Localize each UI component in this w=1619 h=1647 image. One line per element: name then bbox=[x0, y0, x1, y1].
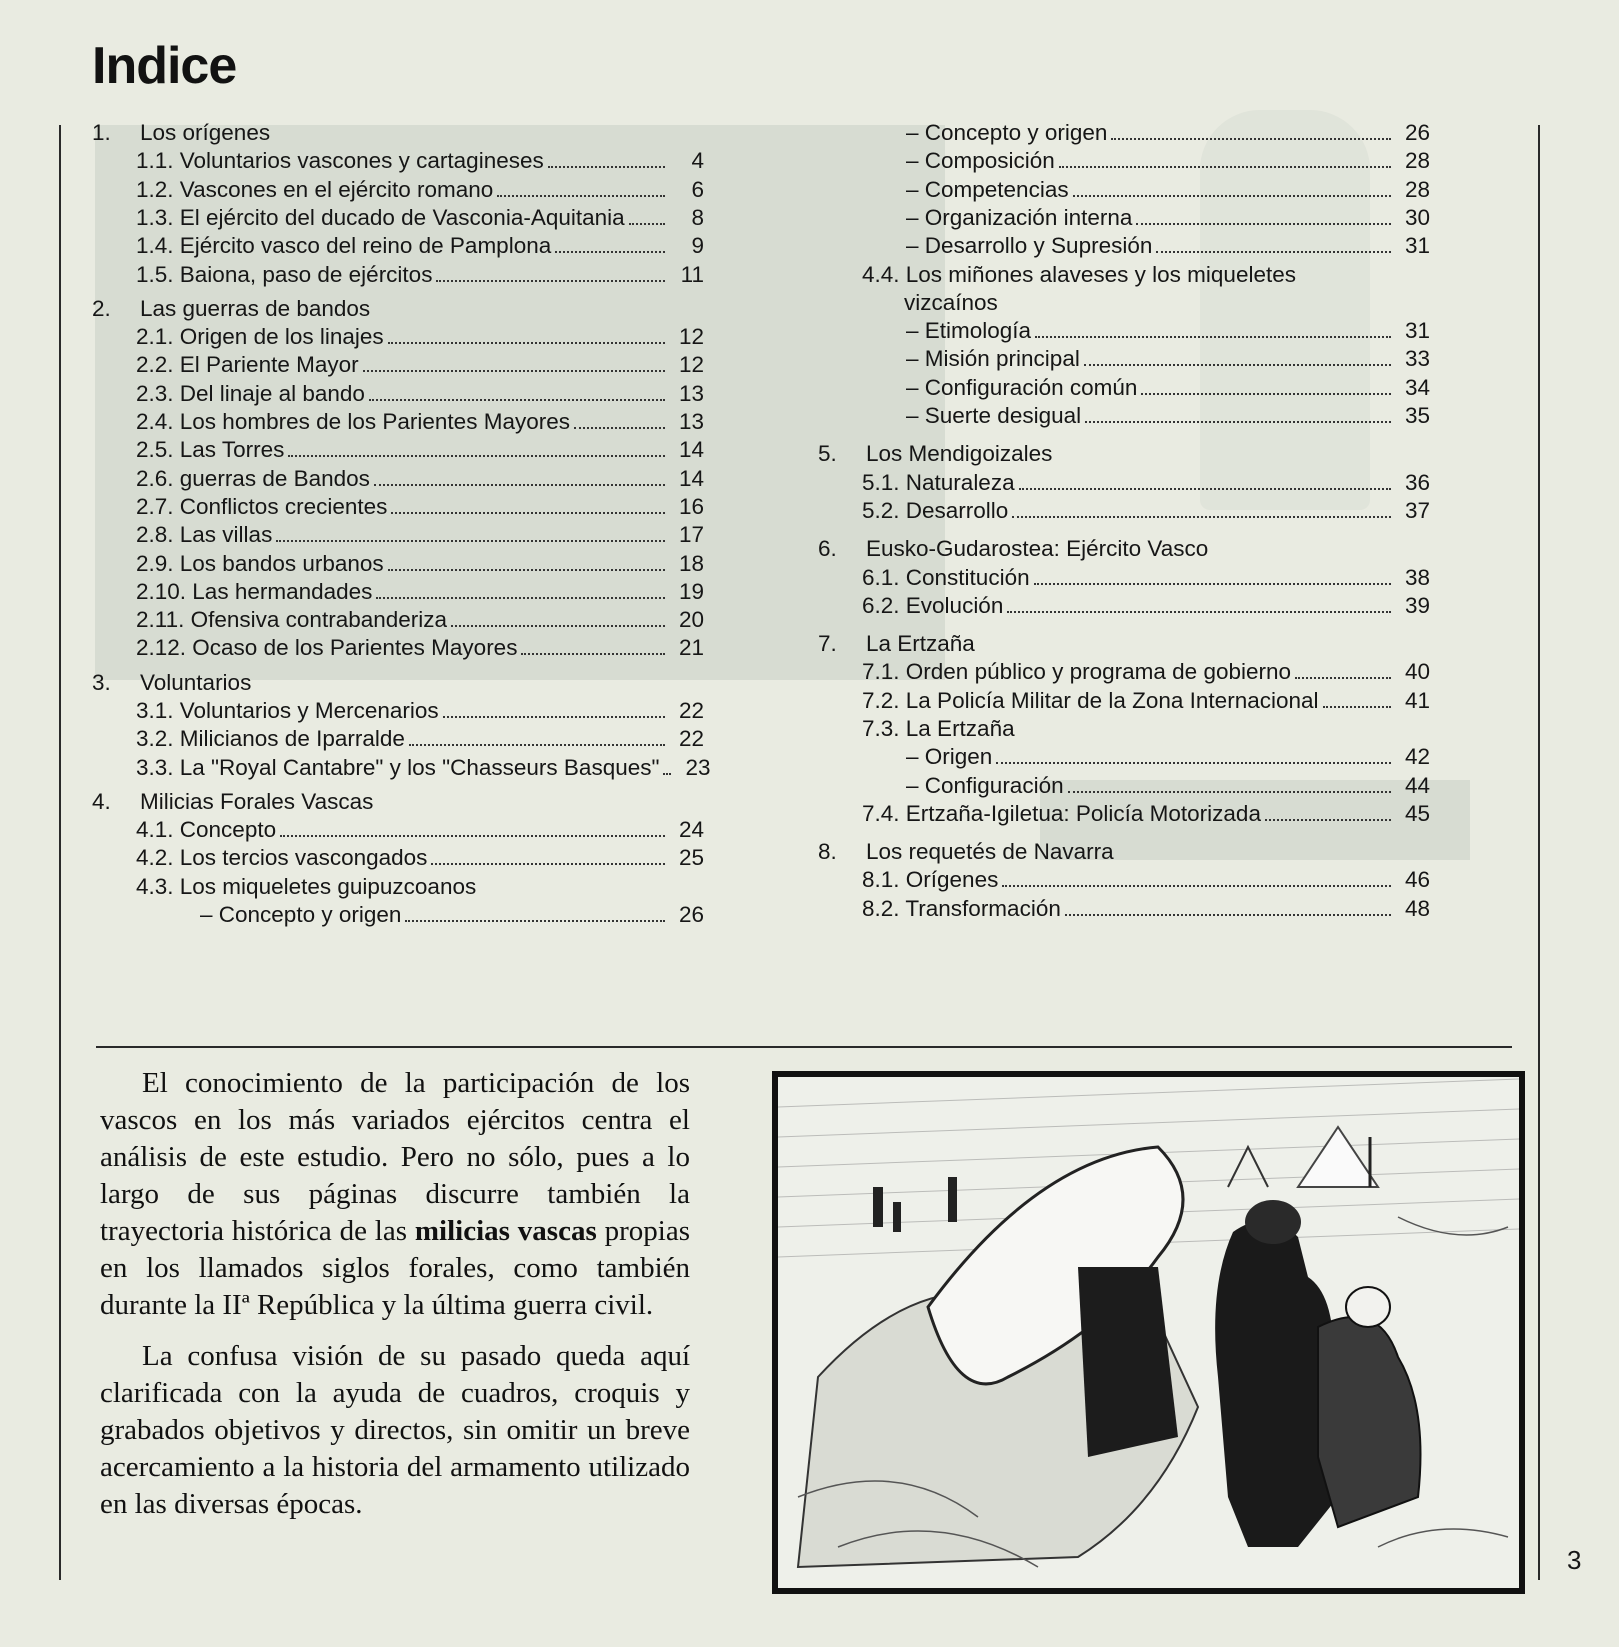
toc-section-number: 6. bbox=[818, 536, 837, 561]
toc-entry-label: – Configuración común bbox=[906, 375, 1138, 400]
toc-section-title: Los orígenes bbox=[140, 120, 271, 145]
toc-entry-label: 6.1. Constitución bbox=[862, 565, 1030, 590]
intro-paragraph-2: La confusa visión de su pasado queda aquí clarificada con la ayuda de cuadros, croquis y grabados objetivos y directos, sin omitir un breve acercamiento a la historia del armamento utilizado en las diversas épocas. bbox=[100, 1340, 690, 1520]
toc-entry-label: 1.2. Vascones en el ejército romano bbox=[136, 177, 494, 202]
toc-page-number: 14 bbox=[678, 437, 704, 462]
toc-page-number: 28 bbox=[1404, 148, 1430, 173]
toc-entry bbox=[136, 144, 704, 174]
toc-entry bbox=[862, 561, 1430, 591]
toc-section-title: La Ertzaña bbox=[866, 631, 975, 656]
toc-entry-label: 2.11. Ofensiva contrabanderiza bbox=[136, 607, 448, 632]
toc-entry bbox=[136, 377, 704, 407]
dot-leader bbox=[1012, 516, 1391, 518]
dot-leader bbox=[1068, 791, 1391, 793]
toc-page-number: 40 bbox=[1404, 659, 1430, 684]
dot-leader bbox=[548, 166, 665, 168]
toc-entry bbox=[906, 399, 1430, 429]
toc-section-heading bbox=[818, 437, 1430, 467]
toc-page-number: 25 bbox=[678, 845, 704, 870]
dot-leader bbox=[374, 484, 665, 486]
toc-entry-label: 2.8. Las villas bbox=[136, 522, 273, 547]
dot-leader bbox=[1035, 336, 1391, 338]
toc-section-heading bbox=[818, 835, 1430, 865]
toc-section-title: Eusko-Gudarostea: Ejército Vasco bbox=[866, 536, 1209, 561]
dot-leader bbox=[1002, 885, 1391, 887]
toc-entry-label: 1.1. Voluntarios vascones y cartagineses bbox=[136, 148, 544, 173]
toc-entry bbox=[906, 173, 1430, 203]
dot-leader bbox=[1065, 914, 1391, 916]
toc-entry bbox=[136, 751, 711, 781]
dot-leader bbox=[497, 195, 665, 197]
toc-entry bbox=[862, 494, 1430, 524]
dot-leader bbox=[1059, 166, 1391, 168]
toc-page-number: 31 bbox=[1404, 318, 1430, 343]
dot-leader bbox=[1323, 706, 1391, 708]
dot-leader bbox=[409, 744, 665, 746]
toc-entry-label: 2.2. El Pariente Mayor bbox=[136, 352, 359, 377]
toc-entry bbox=[906, 342, 1430, 372]
toc-entry bbox=[136, 348, 704, 378]
dot-leader bbox=[431, 863, 665, 865]
dot-leader bbox=[280, 835, 665, 837]
toc-page-number: 8 bbox=[691, 205, 704, 230]
toc-entry-label: 7.4. Ertzaña-Igiletua: Policía Motorizada bbox=[862, 801, 1261, 826]
toc-section-heading bbox=[818, 627, 1430, 657]
toc-page-number: 30 bbox=[1404, 205, 1430, 230]
dot-leader bbox=[1136, 223, 1391, 225]
toc-page-number: 23 bbox=[685, 755, 711, 780]
toc-entry bbox=[862, 863, 1430, 893]
toc-entry bbox=[862, 684, 1430, 714]
toc-page-number: 26 bbox=[678, 902, 704, 927]
toc-entry-label: 7.2. La Policía Militar de la Zona Internacional bbox=[862, 688, 1319, 713]
dot-leader bbox=[436, 280, 665, 282]
intro-paragraph-1 bbox=[100, 1065, 690, 1324]
toc-section-heading bbox=[92, 116, 704, 146]
toc-entry bbox=[136, 631, 704, 661]
dot-leader bbox=[388, 569, 665, 571]
toc-section-heading bbox=[92, 785, 704, 815]
toc-entry-label: 5.1. Naturaleza bbox=[862, 470, 1015, 495]
dot-leader bbox=[574, 427, 665, 429]
dot-leader bbox=[1141, 393, 1391, 395]
toc-entry bbox=[862, 892, 1430, 922]
toc-entry-label: 2.5. Las Torres bbox=[136, 437, 285, 462]
dot-leader bbox=[629, 223, 665, 225]
dot-leader bbox=[1019, 488, 1391, 490]
toc-entry-label: 2.6. guerras de Bandos bbox=[136, 466, 370, 491]
dot-leader bbox=[276, 540, 665, 542]
toc-entry-label: 4.4. Los miñones alaveses y los miqueletes bbox=[862, 262, 1296, 287]
toc-entry-label: 4.1. Concepto bbox=[136, 817, 277, 842]
toc-page-number: 13 bbox=[678, 409, 704, 434]
toc-entry-label: 1.4. Ejército vasco del reino de Pamplona bbox=[136, 233, 552, 258]
toc-entry bbox=[906, 314, 1430, 344]
dot-leader bbox=[521, 653, 665, 655]
dot-leader bbox=[376, 597, 665, 599]
toc-entry bbox=[862, 655, 1430, 685]
toc-entry bbox=[136, 722, 704, 752]
dot-leader bbox=[1034, 583, 1391, 585]
toc-entry-heading bbox=[904, 286, 1430, 316]
toc-entry-label: – Configuración bbox=[906, 773, 1064, 798]
dot-leader bbox=[443, 716, 665, 718]
engraving-illustration bbox=[772, 1071, 1525, 1594]
toc-entry bbox=[136, 518, 704, 548]
toc-entry bbox=[136, 173, 704, 203]
dot-leader bbox=[391, 512, 665, 514]
page-number: 3 bbox=[1567, 1545, 1582, 1575]
toc-entry bbox=[906, 229, 1430, 259]
toc-entry-label: 2.10. Las hermandades bbox=[136, 579, 373, 604]
toc-entry bbox=[136, 575, 704, 605]
toc-page-number: 13 bbox=[678, 381, 704, 406]
toc-entry bbox=[136, 694, 704, 724]
toc-entry-label: 2.3. Del linaje al bando bbox=[136, 381, 365, 406]
toc-entry bbox=[136, 462, 704, 492]
toc-section-number: 8. bbox=[818, 839, 837, 864]
toc-page-number: 35 bbox=[1404, 403, 1430, 428]
toc-entry bbox=[862, 589, 1430, 619]
toc-section-title: Los requetés de Navarra bbox=[866, 839, 1114, 864]
toc-entry-label: – Organización interna bbox=[906, 205, 1133, 230]
toc-page-number: 6 bbox=[691, 177, 704, 202]
toc-section-heading bbox=[92, 292, 704, 322]
toc-entry-label: 2.12. Ocaso de los Parientes Mayores bbox=[136, 635, 518, 660]
toc-entry-label: 1.5. Baiona, paso de ejércitos bbox=[136, 262, 433, 287]
toc-section-heading bbox=[818, 532, 1430, 562]
toc-page-number: 26 bbox=[1404, 120, 1430, 145]
dot-leader bbox=[1156, 251, 1391, 253]
intro-p1-text-a: El conocimiento de la participación de los vascos en los más variados ejércitos centra el análisis de este estudio. Pero no sólo, pues a lo largo de sus páginas discurre también la trayectoria histórica de las bbox=[100, 1067, 690, 1247]
toc-page-number: 11 bbox=[680, 262, 704, 287]
toc-entry bbox=[136, 841, 704, 871]
toc-page-number: 20 bbox=[678, 607, 704, 632]
toc-entry-label: 8.1. Orígenes bbox=[862, 867, 999, 892]
dot-leader bbox=[451, 625, 665, 627]
toc-entry-label: 7.3. La Ertzaña bbox=[862, 716, 1015, 741]
dot-leader bbox=[1073, 195, 1391, 197]
dot-leader bbox=[1085, 421, 1391, 423]
toc-entry-label: 2.7. Conflictos crecientes bbox=[136, 494, 388, 519]
toc-section-title: Los Mendigoizales bbox=[866, 441, 1053, 466]
dot-leader bbox=[663, 773, 671, 775]
toc-page-number: 16 bbox=[678, 494, 704, 519]
toc-page-number: 28 bbox=[1404, 177, 1430, 202]
toc-entry bbox=[200, 898, 704, 928]
toc-entry-label: – Competencias bbox=[906, 177, 1069, 202]
toc-entry-label: 1.3. El ejército del ducado de Vasconia-Aquitania bbox=[136, 205, 625, 230]
toc-entry-label: – Origen bbox=[906, 744, 993, 769]
toc-entry-label: – Etimología bbox=[906, 318, 1032, 343]
toc-page-number: 39 bbox=[1404, 593, 1430, 618]
right-margin-rule bbox=[1538, 125, 1540, 1580]
toc-entry bbox=[136, 320, 704, 350]
section-divider bbox=[96, 1046, 1512, 1048]
toc-entry-label: – Misión principal bbox=[906, 346, 1080, 371]
dot-leader bbox=[405, 920, 665, 922]
toc-entry bbox=[136, 490, 704, 520]
toc-entry-label: 3.3. La "Royal Cantabre" y los "Chasseurs Basques" bbox=[136, 755, 660, 780]
toc-section-number: 2. bbox=[92, 296, 111, 321]
toc-entry-label: 8.2. Transformación bbox=[862, 896, 1061, 921]
dot-leader bbox=[555, 251, 665, 253]
toc-entry-heading bbox=[862, 258, 1430, 288]
toc-entry bbox=[136, 229, 704, 259]
dot-leader bbox=[1084, 364, 1391, 366]
toc-entry-label: 4.3. Los miqueletes guipuzcoanos bbox=[136, 874, 477, 899]
toc-entry-label: – Concepto y origen bbox=[906, 120, 1108, 145]
toc-page-number: 46 bbox=[1404, 867, 1430, 892]
toc-entry-label: 3.2. Milicianos de Iparralde bbox=[136, 726, 405, 751]
dot-leader bbox=[996, 762, 1391, 764]
toc-section-heading bbox=[92, 666, 704, 696]
toc-entry-label: 2.1. Origen de los linajes bbox=[136, 324, 384, 349]
toc-entry bbox=[136, 258, 704, 288]
toc-page-number: 42 bbox=[1404, 744, 1430, 769]
toc-section-number: 3. bbox=[92, 670, 111, 695]
dot-leader bbox=[1111, 138, 1391, 140]
toc-section-title: Milicias Forales Vascas bbox=[140, 789, 374, 814]
toc-page-number: 22 bbox=[678, 726, 704, 751]
toc-entry bbox=[862, 797, 1430, 827]
toc-entry-label: – Composición bbox=[906, 148, 1055, 173]
intro-p1-bold: milicias vascas bbox=[414, 1215, 597, 1247]
toc-entry-label: 2.4. Los hombres de los Parientes Mayores bbox=[136, 409, 570, 434]
toc-entry bbox=[136, 547, 704, 577]
toc-entry-label: – Concepto y origen bbox=[200, 902, 402, 927]
toc-entry-heading bbox=[862, 712, 1430, 742]
toc-entry bbox=[906, 201, 1430, 231]
toc-page-number: 24 bbox=[678, 817, 704, 842]
toc-section-number: 4. bbox=[92, 789, 111, 814]
toc-entry-label: 3.1. Voluntarios y Mercenarios bbox=[136, 698, 439, 723]
toc-entry bbox=[136, 603, 704, 633]
toc-page-number: 17 bbox=[678, 522, 704, 547]
toc-page-number: 12 bbox=[678, 352, 704, 377]
toc-page-number: 36 bbox=[1404, 470, 1430, 495]
toc-entry-label: vizcaínos bbox=[904, 290, 998, 315]
toc-page-number: 14 bbox=[678, 466, 704, 491]
toc-page-number: 4 bbox=[691, 148, 704, 173]
dot-leader bbox=[388, 342, 665, 344]
toc-page-number: 9 bbox=[691, 233, 704, 258]
intro-p1-text-b: propias en los llamados siglos forales, como también durante la IIª República y la última guerra civil. bbox=[100, 1215, 690, 1321]
toc-entry bbox=[136, 813, 704, 843]
toc-entry bbox=[136, 201, 704, 231]
toc-entry-heading bbox=[136, 870, 704, 900]
left-margin-rule bbox=[59, 125, 61, 1580]
toc-entry bbox=[862, 466, 1430, 496]
toc-entry-label: – Suerte desigual bbox=[906, 403, 1082, 428]
toc-entry-label: 4.2. Los tercios vascongados bbox=[136, 845, 428, 870]
dot-leader bbox=[1295, 677, 1391, 679]
toc-section-number: 1. bbox=[92, 120, 111, 145]
toc-entry bbox=[906, 769, 1430, 799]
intro-text bbox=[100, 1065, 690, 1537]
toc-entry-label: 2.9. Los bandos urbanos bbox=[136, 551, 384, 576]
toc-entry bbox=[906, 371, 1430, 401]
dot-leader bbox=[1265, 819, 1391, 821]
toc-entry-label: – Desarrollo y Supresión bbox=[906, 233, 1153, 258]
dot-leader bbox=[288, 455, 665, 457]
toc-page-number: 22 bbox=[678, 698, 704, 723]
toc-entry bbox=[136, 433, 704, 463]
toc-page-number: 41 bbox=[1404, 688, 1430, 713]
dot-leader bbox=[363, 370, 665, 372]
toc-section-title: Voluntarios bbox=[140, 670, 252, 695]
toc-entry bbox=[136, 405, 704, 435]
toc-entry-label: 6.2. Evolución bbox=[862, 593, 1004, 618]
toc-page-number: 48 bbox=[1404, 896, 1430, 921]
toc-page-number: 31 bbox=[1404, 233, 1430, 258]
page-title: Indice bbox=[92, 37, 237, 95]
toc-entry-label: 5.2. Desarrollo bbox=[862, 498, 1009, 523]
toc-section-number: 5. bbox=[818, 441, 837, 466]
toc-entry-label: 7.1. Orden público y programa de gobierno bbox=[862, 659, 1292, 684]
toc-section-number: 7. bbox=[818, 631, 837, 656]
toc-page-number: 21 bbox=[678, 635, 704, 660]
dot-leader bbox=[1007, 611, 1391, 613]
toc-page-number: 12 bbox=[678, 324, 704, 349]
toc-page-number: 33 bbox=[1404, 346, 1430, 371]
toc-section-title: Las guerras de bandos bbox=[140, 296, 371, 321]
engraving-drawing bbox=[778, 1077, 1519, 1588]
toc-entry bbox=[906, 144, 1430, 174]
toc-page-number: 18 bbox=[678, 551, 704, 576]
toc-page-number: 34 bbox=[1404, 375, 1430, 400]
dot-leader bbox=[369, 399, 665, 401]
toc-page-number: 19 bbox=[678, 579, 704, 604]
toc-entry bbox=[906, 116, 1430, 146]
toc-entry bbox=[906, 740, 1430, 770]
toc-page-number: 38 bbox=[1404, 565, 1430, 590]
toc-page-number: 44 bbox=[1404, 773, 1430, 798]
toc-page-number: 45 bbox=[1404, 801, 1430, 826]
toc-page-number: 37 bbox=[1404, 498, 1430, 523]
